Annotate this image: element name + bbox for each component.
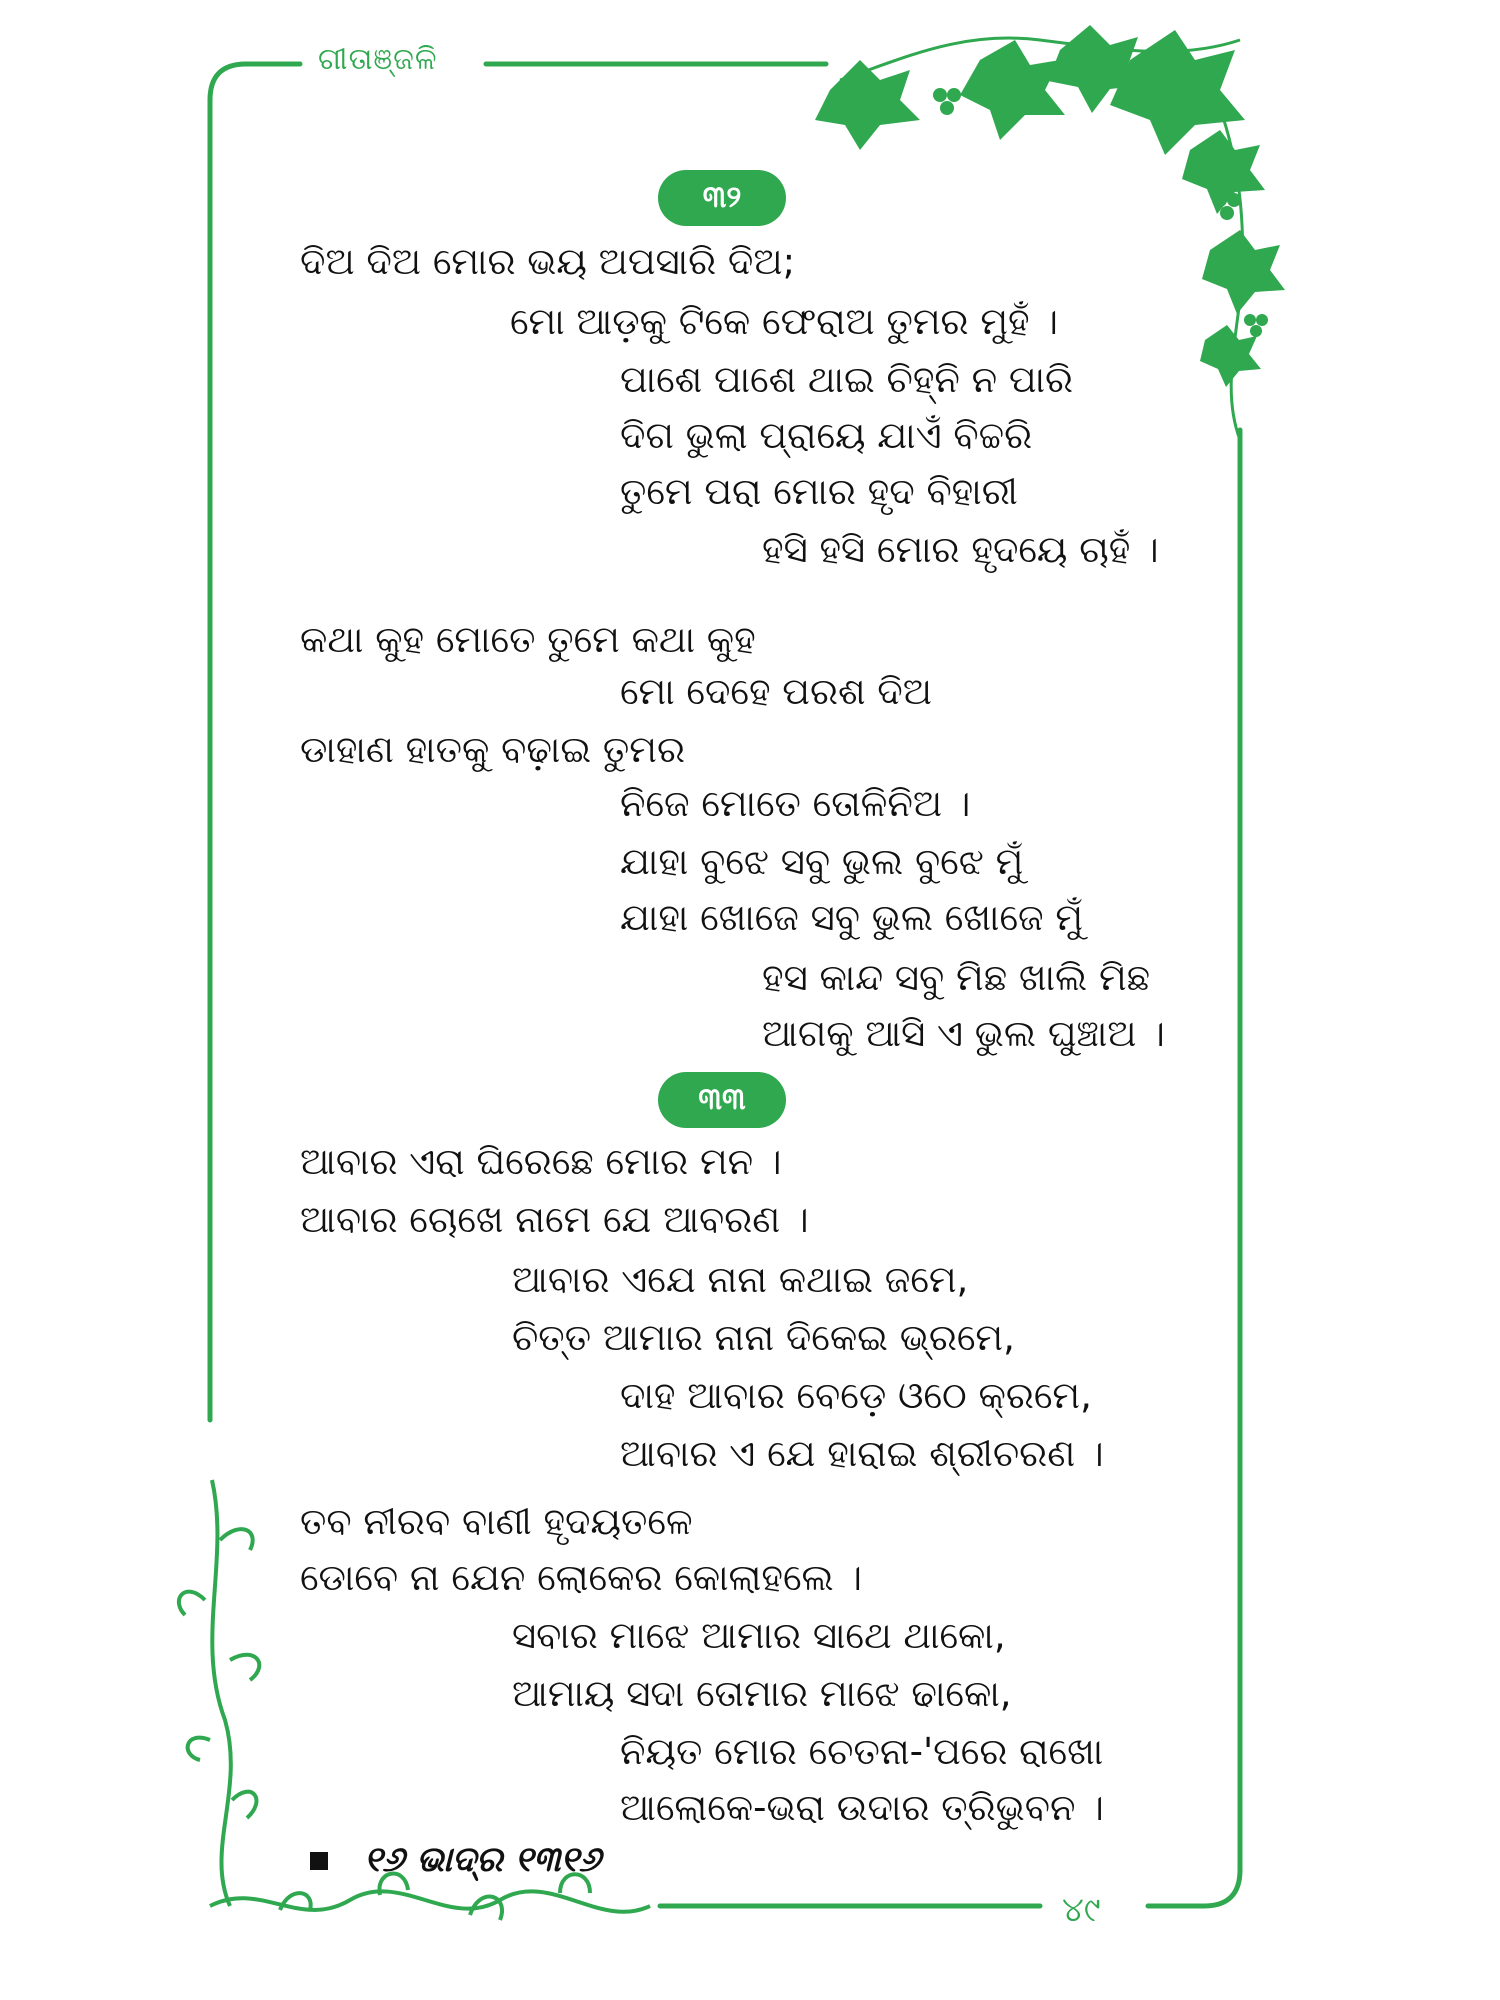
poem-line: ଚିତ୍ତ ଆମାର ନାନା ଦିକେଇ ଭ୍ରମେ, [512,1316,1015,1359]
page-number: ୪୯ [1062,1890,1101,1930]
poem-line: ମୋ ଦେହେ ପରଶ ଦିଅ [620,670,932,713]
poem-line: ନିଜେ ମୋତେ ତୋଳିନିଅ । [620,782,971,825]
poem-line: ଡୋବେ ନା ଯେନ ଲୋକେର କୋଲାହଲେ । [300,1556,863,1599]
poem-line: ନିୟତ ମୋର ଚେତନା-'ପରେ ରାଖୋ [620,1730,1104,1773]
poem-line: ତବ ନୀରବ ବାଣୀ ହୃଦୟତଳେ [300,1500,693,1543]
date-text: ୧୬ ଭାଦ୍ର ୧୩୧୬ [364,1840,601,1880]
poem-number-badge: ୩୩ [658,1072,786,1128]
poem-line: ଦିଅ ଦିଅ ମୋର ଭୟ ଅପସାରି ଦିଅ; [300,240,796,283]
poem-line: ପାଶେ ପାଶେ ଥାଇ ଚିହ୍ନି ନ ପାରି [620,358,1074,401]
square-bullet-icon [310,1852,328,1870]
poem-line: କଥା କୁହ ମୋତେ ତୁମେ କଥା କୁହ [300,618,756,661]
header-title: ଗୀତାଞ୍ଜଳି [318,42,438,77]
poem-line: ଆଲୋକେ-ଭରା ଉଦାର ତ୍ରିଭୁବନ । [620,1786,1104,1829]
poem-line: ସବାର ମାଝେ ଆମାର ସାଥେ ଥାକୋ, [512,1614,1006,1657]
poem-line: ଯାହା ଖୋଜେ ସବୁ ଭୁଲ ଖୋଜେ ମୁଁ [620,896,1083,939]
poem-line: ହସି ହସି ମୋର ହୃଦୟେ ଚାହଁ । [762,528,1159,571]
poem-line: ଯାହା ବୁଝେ ସବୁ ଭୁଲ ବୁଝେ ମୁଁ [620,840,1024,883]
poem-number-badge: ୩୨ [658,170,786,226]
poem-line: ଦିଗ ଭୁଲା ପ୍ରାୟେ ଯାଏଁ ବିଚ୍ଚରି [620,414,1033,457]
poem-line: ଆମାୟ ସଦା ତୋମାର ମାଝେ ଢାକୋ, [512,1672,1012,1715]
poem-line: ଆବାର ଏ ଯେ ହାରାଇ ଶ୍ରୀଚରଣ । [620,1432,1104,1475]
poem-line: ତୁମେ ପରା ମୋର ହୃଦ ବିହାରୀ [620,470,1018,513]
poem-line: ଆବାର ଏଯେ ନାନା କଥାଇ ଜମେ, [512,1258,969,1301]
poem-line: ମୋ ଆଡ଼କୁ ଟିକେ ଫେରାଅ ତୁମର ମୁହଁ । [510,300,1058,343]
poem-line: ଦାହ ଆବାର ବେଡ଼େ ଓଠେ କ୍ରମେ, [620,1374,1092,1417]
poem-line: ଆଗକୁ ଆସି ଏ ଭୁଲ ଘୁଞ୍ଚାଅ । [762,1012,1165,1055]
poem-line: ଡାହାଣ ହାତକୁ ବଢ଼ାଇ ତୁମର [300,728,686,771]
date-line [310,1840,601,1880]
poem-line: ଆବାର ଚୋଖେ ନାମେ ଯେ ଆବରଣ । [300,1198,809,1241]
poem-line: ଆବାର ଏରା ଘିରେଛେ ମୋର ମନ । [300,1140,782,1183]
poem-line: ହସ କାନ୍ଦ ସବୁ ମିଛ ଖାଲି ମିଛ [762,956,1151,999]
